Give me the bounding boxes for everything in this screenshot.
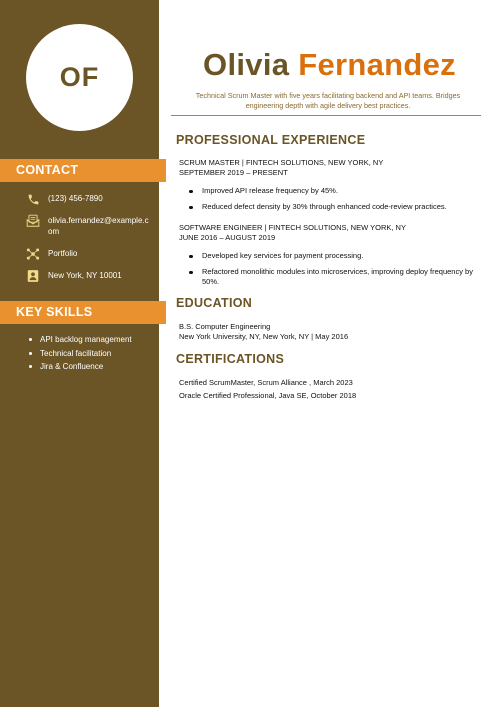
- education-heading: EDUCATION: [176, 296, 253, 310]
- job-bullet: Improved API release frequency by 45%.: [188, 186, 490, 196]
- avatar: [26, 24, 133, 131]
- job-title: SOFTWARE ENGINEER | FINTECH SOLUTIONS, NEW YORK, NY: [179, 223, 406, 232]
- contact-phone[interactable]: [25, 191, 153, 207]
- education-degree: B.S. Computer Engineering: [179, 322, 271, 331]
- contact-heading: CONTACT: [0, 159, 166, 182]
- job-title: SCRUM MASTER | FINTECH SOLUTIONS, NEW YORK, NY: [179, 158, 384, 167]
- certifications-heading: CERTIFICATIONS: [176, 352, 285, 366]
- certification-item: Certified ScrumMaster, Scrum Alliance , March 2023: [179, 378, 353, 387]
- key-skills-heading: KEY SKILLS: [0, 301, 166, 324]
- experience-heading: PROFESSIONAL EXPERIENCE: [176, 133, 366, 147]
- contact-portfolio-text: Portfolio: [48, 249, 78, 258]
- first-name: Olivia: [203, 47, 290, 82]
- education-school: New York University, NY, New York, NY | May 2016: [179, 332, 349, 341]
- job-bullet: Reduced defect density by 30% through enhanced code-review practices.: [188, 202, 490, 212]
- job-dates: JUNE 2016 – AUGUST 2019: [179, 233, 276, 242]
- skill-item: Technical facilitation: [29, 347, 132, 361]
- skill-item: API backlog management: [29, 333, 132, 347]
- avatar-initials: OF: [59, 62, 100, 92]
- location-icon: [25, 268, 41, 284]
- portfolio-icon: [25, 246, 41, 262]
- contact-portfolio[interactable]: [25, 246, 153, 262]
- skill-item: Jira & Confluence: [29, 360, 132, 374]
- certification-item: Oracle Certified Professional, Java SE, October 2018: [179, 391, 357, 400]
- summary: Technical Scrum Master with five years facilitating backend and API teams. Bridges engineering depth with agile delivery best practices.: [195, 91, 461, 110]
- last-name: Fernandez: [298, 47, 456, 82]
- job-bullets: [188, 186, 490, 218]
- contact-phone-text: (123) 456-7890: [48, 194, 103, 203]
- job-bullets: [188, 251, 490, 293]
- key-skills-list: [29, 333, 132, 374]
- job-bullet: Developed key services for payment processing.: [188, 251, 490, 261]
- email-icon: [25, 213, 41, 229]
- job-dates: SEPTEMBER 2019 – PRESENT: [179, 168, 288, 177]
- job-bullet: Refactored monolithic modules into microservices, improving deploy frequency by 50%.: [188, 267, 490, 287]
- contact-location-text: New York, NY 10001: [48, 271, 122, 280]
- contact-location[interactable]: [25, 268, 153, 284]
- sidebar: [0, 0, 159, 707]
- phone-icon: [25, 191, 41, 207]
- contact-email[interactable]: [25, 213, 153, 237]
- header-divider: [171, 115, 481, 116]
- contact-email-text: olivia.fernandez@example.com: [48, 216, 149, 236]
- full-name: [159, 42, 500, 88]
